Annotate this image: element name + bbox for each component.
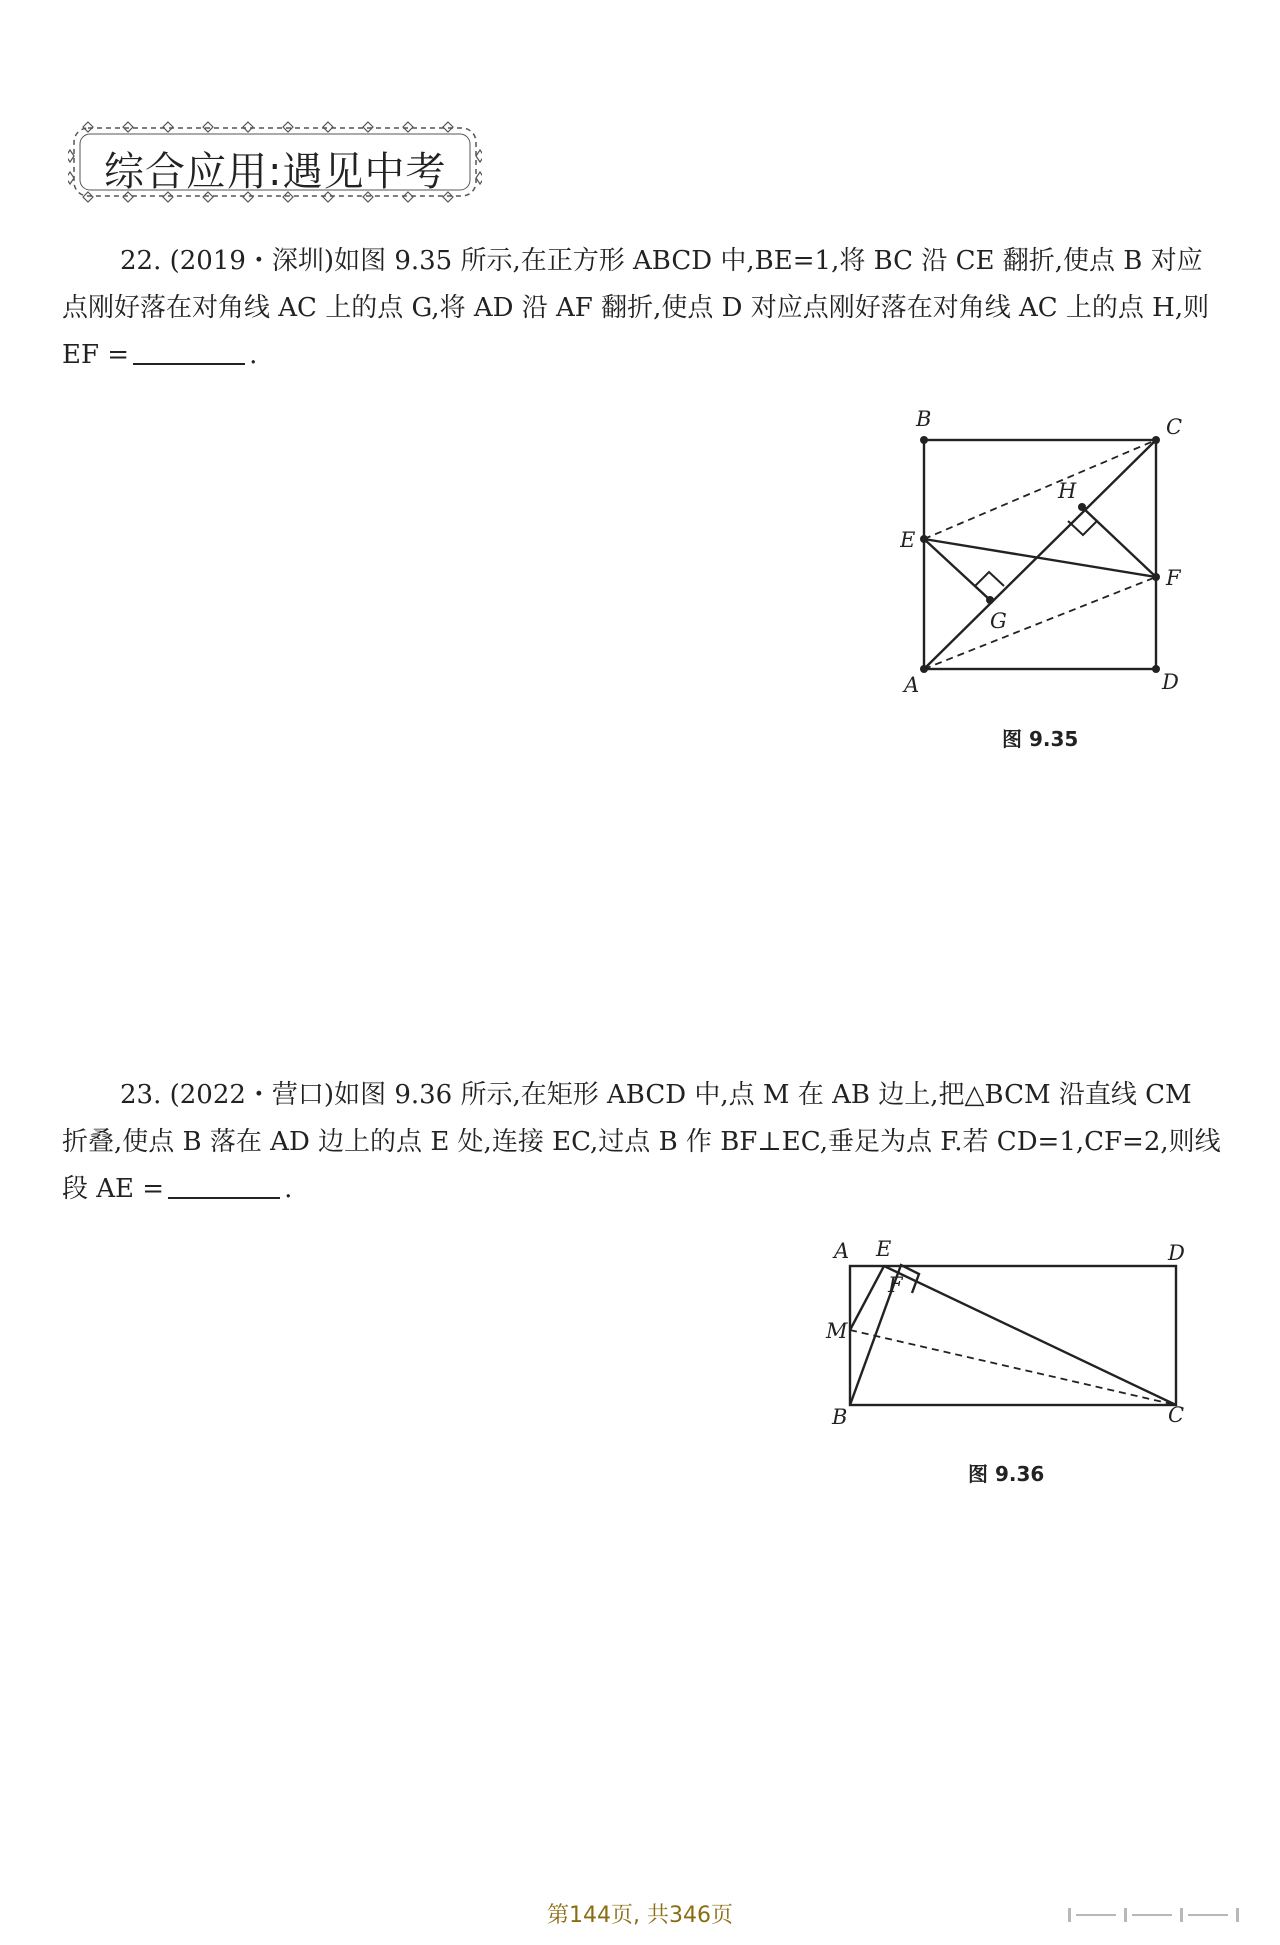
label-C: C [1166,415,1183,439]
figure-9-36-caption: 图 9.36 [968,1462,1045,1486]
problem-22-text: 22. (2019・深圳)如图 9.35 所示,在正方形 ABCD 中,BE=1,将 BC 沿 CE 翻折,使点 B 对应点刚好落在对角线 AC 上的点 G,将 AD 沿 AF 翻折,使点 D 对应点刚好落在对角线 AC 上的点 H,则 EF = [62,246,1210,370]
label-H: H [1058,479,1077,503]
label-E: E [900,528,916,552]
section-title: 综合应用:遇见中考 [104,149,447,195]
label-F: F [888,1273,903,1297]
page-indicator: 第144页, 共346页 [547,1903,733,1928]
page-toolbar-icon[interactable] [1068,1908,1248,1922]
label-F: F [1166,566,1181,590]
label-E: E [876,1237,892,1261]
answer-blank[interactable] [168,1171,280,1199]
problem-22: 22. (2019・深圳)如图 9.35 所示,在正方形 ABCD 中,BE=1,将 BC 沿 CE 翻折,使点 B 对应点刚好落在对角线 AC 上的点 G,将 AD 沿 AF 翻折,使点 D 对应点刚好落在对角线 AC 上的点 H,则 EF = . [62,246,1210,370]
label-D: D [1168,1241,1185,1265]
label-G: G [990,609,1007,633]
figure-9-35-caption: 图 9.35 [1002,727,1079,751]
label-B: B [832,1405,848,1429]
label-M: M [826,1319,848,1343]
label-D: D [1162,670,1179,694]
label-A: A [834,1239,850,1263]
label-C: C [1168,1403,1185,1427]
problem-23: 23. (2022・营口)如图 9.36 所示,在矩形 ABCD 中,点 M 在 AB 边上,把△BCM 沿直线 CM 折叠,使点 B 落在 AD 边上的点 E 处,连接 EC,过点 B 作 BF⊥EC,垂足为点 F.若 CD=1,CF=2,则线段 AE = . [62,1080,1221,1204]
problem-23-text: 23. (2022・营口)如图 9.36 所示,在矩形 ABCD 中,点 M 在 AB 边上,把△BCM 沿直线 CM 折叠,使点 B 落在 AD 边上的点 E 处,连接 EC,过点 B 作 BF⊥EC,垂足为点 F.若 CD=1,CF=2,则线段 AE = [62,1080,1221,1204]
section-header [68,120,482,204]
label-A: A [904,673,920,697]
answer-blank[interactable] [133,337,245,365]
figure-9-35 [900,410,1200,710]
label-B: B [916,410,932,431]
figure-9-36 [818,1236,1200,1436]
